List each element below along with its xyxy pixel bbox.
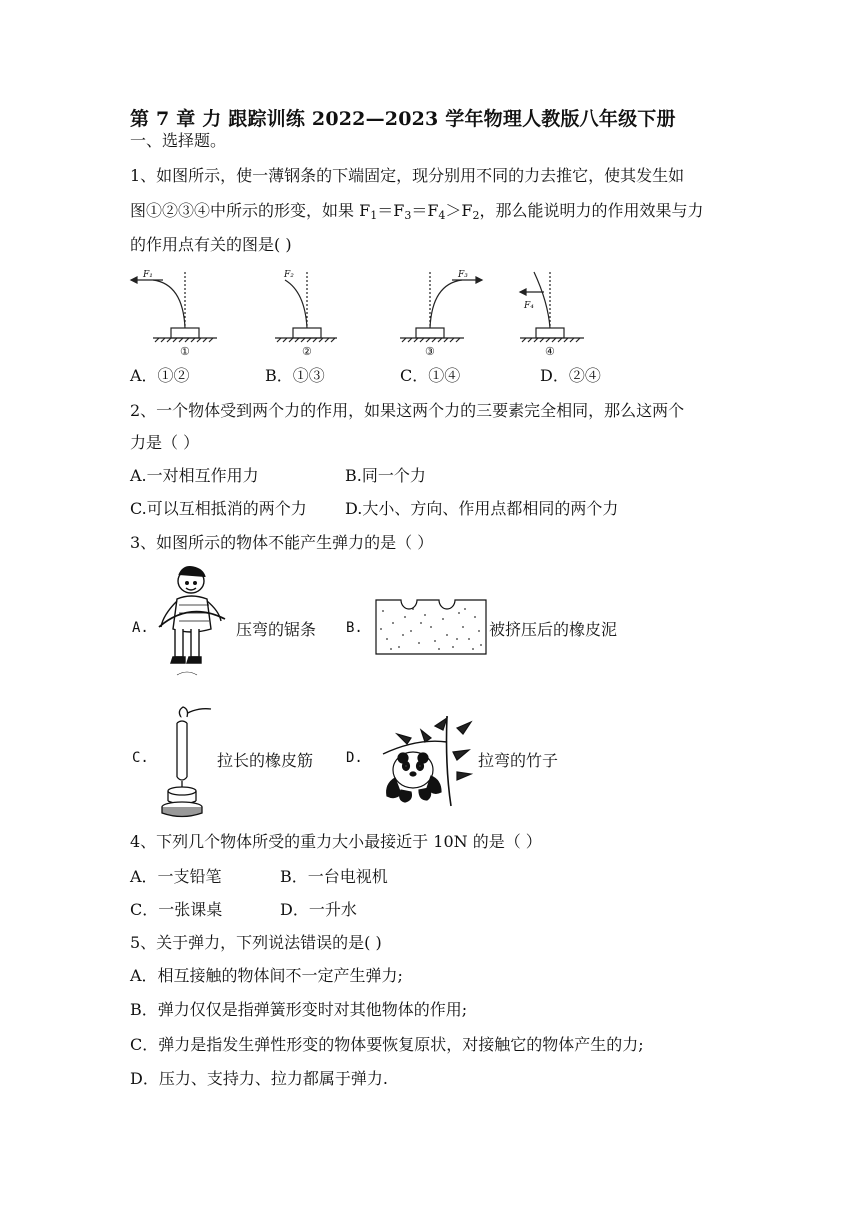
q4-option-c: C．一张课桌 — [130, 900, 223, 919]
fig-label-3: ③ — [425, 345, 435, 358]
figure-3 — [400, 272, 482, 342]
section-heading: 一、选择题。 — [130, 131, 227, 150]
panda-bending-bamboo-image — [373, 712, 477, 807]
q1-option-b: B．①③ — [265, 366, 325, 385]
q4-option-a: A．一支铅笔 — [130, 867, 222, 886]
q4-option-b: B．一台电视机 — [280, 867, 388, 886]
q2-option-a: A.一对相互作用力 — [130, 466, 259, 485]
force-label-4: F₄ — [524, 301, 534, 311]
boy-bending-saw-image — [155, 565, 235, 685]
force-label-3: F₃ — [458, 270, 468, 280]
q5-option-c: C．弹力是指发生弹性形变的物体要恢复原状，对接触它的物体产生的力; — [130, 1035, 644, 1054]
q1-text-line1: 1、如图所示，使一薄钢条的下端固定，现分别用不同的力去推它，使其发生如 — [130, 166, 685, 185]
q2-text-line1: 2、一个物体受到两个力的作用，如果这两个力的三要素完全相同，那么这两个 — [130, 401, 685, 420]
q3-caption-d: 拉弯的竹子 — [478, 751, 559, 770]
q2-text-line2: 力是（ ） — [130, 433, 200, 452]
q3-text-line1: 3、如图所示的物体不能产生弹力的是（ ） — [130, 533, 434, 552]
q3-caption-c: 拉长的橡皮筋 — [217, 751, 314, 770]
q2-option-b: B.同一个力 — [345, 466, 426, 485]
q3-letter-c: C. — [132, 750, 149, 766]
q3-letter-d: D. — [346, 750, 363, 766]
q5-option-b: B．弹力仅仅是指弹簧形变时对其他物体的作用; — [130, 1000, 468, 1019]
force-label-1: F₁ — [143, 270, 153, 280]
q1-option-a: A．①② — [130, 366, 190, 385]
q5-option-d: D．压力、支持力、拉力都属于弹力. — [130, 1069, 388, 1088]
q3-letter-a: A. — [132, 620, 149, 636]
q1-steel-strip-figures — [125, 262, 745, 362]
q4-text-line1: 4、下列几个物体所受的重力大小最接近于 10N 的是（ ） — [130, 832, 542, 851]
force-label-2: F₂ — [284, 270, 294, 280]
q1-option-c: C．①④ — [400, 366, 461, 385]
q2-option-c: C.可以互相抵消的两个力 — [130, 499, 307, 518]
q3-caption-b: 被挤压后的橡皮泥 — [489, 620, 618, 639]
q3-caption-a: 压弯的锯条 — [236, 620, 317, 639]
q1-text-line3: 的作用点有关的图是( ) — [130, 235, 292, 254]
stretched-rubber-band-image — [155, 703, 217, 818]
squeezed-plasticine-image — [375, 599, 487, 655]
q4-option-d: D．一升水 — [280, 900, 357, 919]
q1-option-d: D．②④ — [540, 366, 601, 385]
fig-label-2: ② — [302, 345, 312, 358]
q5-option-a: A．相互接触的物体间不一定产生弹力; — [130, 966, 403, 985]
page-title: 第 7 章 力 跟踪训练 2022—2023 学年物理人教版八年级下册 — [130, 108, 676, 130]
q3-letter-b: B. — [346, 620, 363, 636]
fig-label-1: ① — [180, 345, 190, 358]
q1-text-line2: 图①②③④中所示的形变，如果 $F_1=F_3=F_4>F_2$，那么能说明力的作用效果与力 — [130, 201, 704, 222]
q5-text-line1: 5、关于弹力，下列说法错误的是( ) — [130, 933, 382, 952]
fig-label-4: ④ — [545, 345, 555, 358]
q2-option-d: D.大小、方向、作用点都相同的两个力 — [345, 499, 619, 518]
